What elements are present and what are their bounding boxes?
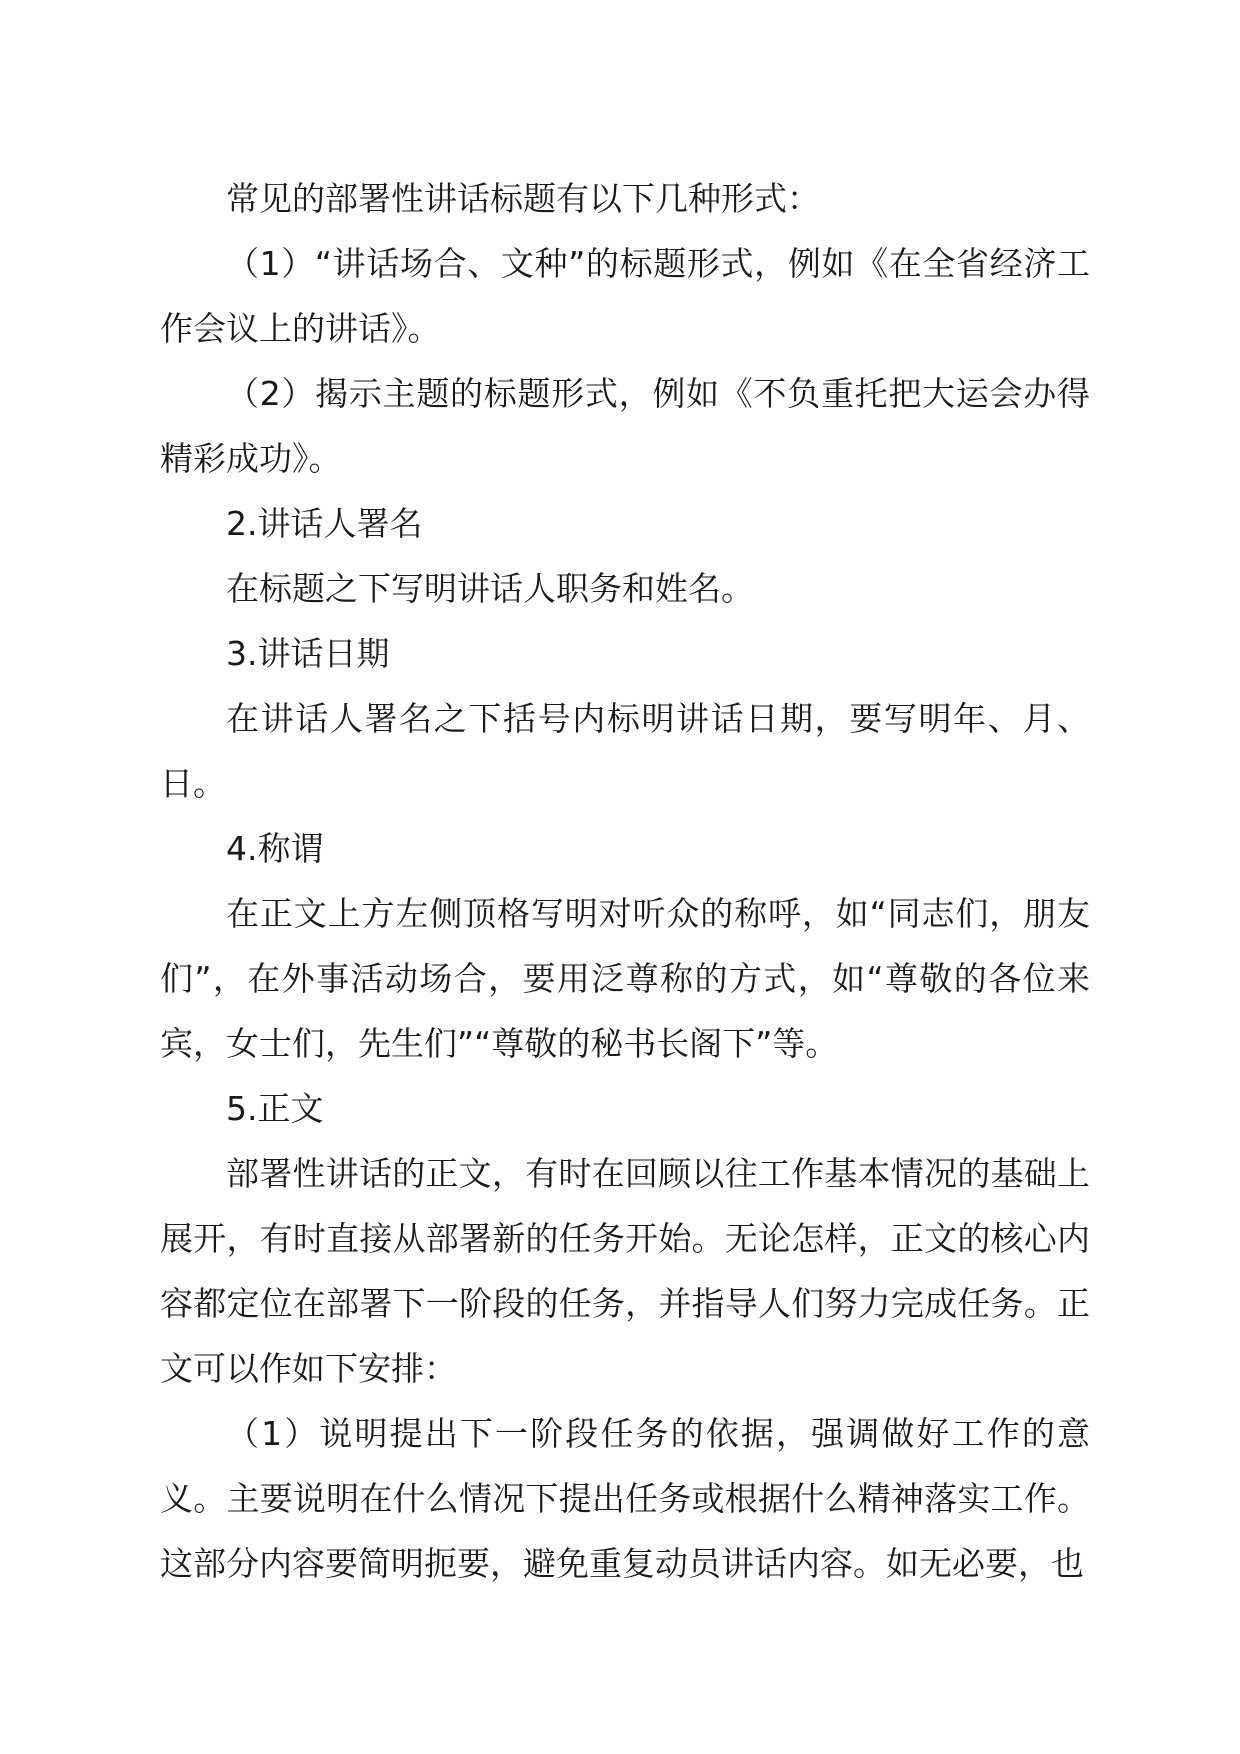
paragraph-body-item-1: （1）说明提出下一阶段任务的依据，强调做好工作的意义。主要说明在什么情况下提出任务或根据什么精神落实工作。这部分内容要简明扼要，避免重复动员讲话内容。如无必要，也 [160,1414,1090,1583]
section-heading-speech-date: 3.讲话日期 [226,634,390,673]
paragraph-speaker-signature: 在标题之下写明讲话人职务和姓名。 [226,569,754,608]
paragraph-title-form-2: （2）揭示主题的标题形式，例如《不负重托把大运会办得精彩成功》。 [160,374,1090,478]
section-heading-salutation: 4.称谓 [226,829,324,868]
paragraph-body-text: 部署性讲话的正文，有时在回顾以往工作基本情况的基础上展开，有时直接从部署新的任务开始。无论怎样，正文的核心内容都定位在部署下一阶段的任务，并指导人们努力完成任务。正文可以作如下安排： [160,1154,1090,1388]
paragraph-intro: 常见的部署性讲话标题有以下几种形式： [226,179,820,218]
section-heading-body-text: 5.正文 [226,1089,324,1128]
paragraph-speech-date: 在讲话人署名之下括号内标明讲话日期，要写明年、月、日。 [160,699,1090,803]
paragraph-title-form-1: （1）“讲话场合、文种”的标题形式，例如《在全省经济工作会议上的讲话》。 [160,244,1090,348]
document-body [160,166,1090,1596]
paragraph-salutation: 在正文上方左侧顶格写明对听众的称呼，如“同志们，朋友们”，在外事活动场合，要用泛尊称的方式，如“尊敬的各位来宾，女士们，先生们”“尊敬的秘书长阁下”等。 [160,894,1090,1063]
section-heading-speaker-signature: 2.讲话人署名 [226,504,423,543]
